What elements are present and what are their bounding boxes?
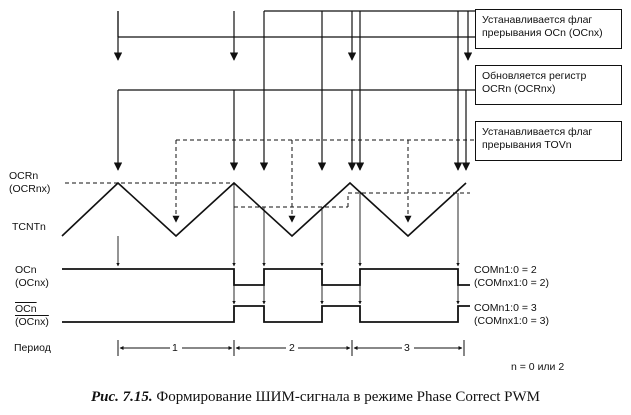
ocn-waveform [62,269,470,285]
ocr-level [65,183,470,207]
ocr-label: OCRn (OCRnx) [9,170,51,195]
update-ocr-bus [118,11,475,170]
period-number-2: 2 [289,342,295,354]
tov-bus [176,140,475,222]
flag-ocn-box: Устанавливается флаг прерывания OCn (OCnx) [475,9,622,49]
n-note: n = 0 или 2 [511,361,565,373]
figure-title: Формирование ШИМ-сигнала в режиме Phase Correct PWM [156,389,540,405]
ocn-label: OCn (OCnx) [15,264,49,289]
ocn-inv-waveform [62,306,470,322]
figure-number: Рис. 7.15. [90,389,153,405]
com3-label: COMn1:0 = 3 (COMnx1:0 = 3) [474,302,549,327]
period-number-3: 3 [404,342,410,354]
ocn-inv-label: $\overline{OCn}$ (OCnx) [15,303,49,328]
flag-tov-box: Устанавливается флаг прерывания TOVn [475,121,622,161]
tcnt-label: TCNTn [12,221,46,233]
drop-lines [118,183,458,304]
period-number-1: 1 [172,342,178,354]
com2-label: COMn1:0 = 2 (COMnx1:0 = 2) [474,264,549,289]
update-ocr-box: Обновляется регистр OCRn (OCRnx) [475,65,622,105]
figure-caption [0,389,631,406]
period-label: Период [14,342,51,354]
flag-ocn-bus [118,37,475,60]
